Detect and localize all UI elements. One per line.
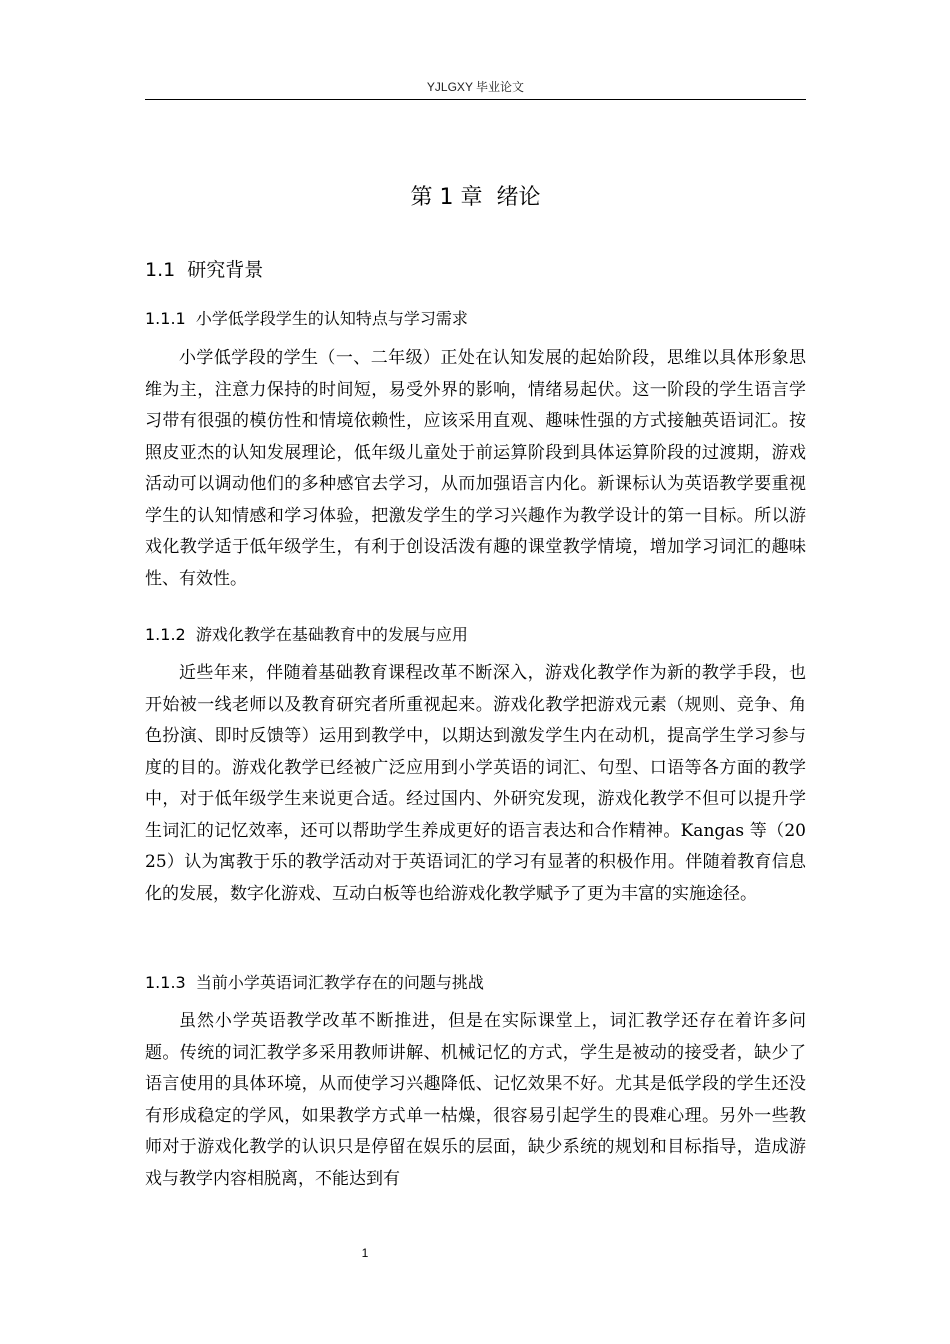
section-heading: 1.1 研究背景	[145, 259, 264, 281]
subsection-heading-1: 1.1.1 小学低学段学生的认知特点与学习需求	[145, 309, 468, 328]
chapter-title: 第 1 章 绪论	[410, 185, 541, 210]
subsection-heading-3: 1.1.3 当前小学英语词汇教学存在的问题与挑战	[145, 973, 484, 992]
subsection-heading-2: 1.1.2 游戏化教学在基础教育中的发展与应用	[145, 625, 468, 644]
paragraph-1: 小学低学段的学生（一、二年级）正处在认知发展的起始阶段，思维以具体形象思维为主，注意力保持的时间短，易受外界的影响，情绪易起伏。这一阶段的学生语言学习带有很强的模仿性和情境依赖性，应该采用直观、趣味性强的方式接触英语词汇。按照皮亚杰的认知发展理论，低年级儿童处于前运算阶段到具体运算阶段的过渡期，游戏活动可以调动他们的多种感官去学习，从而加强语言内化。新课标认为英语教学要重视学生的认知情感和学习体验，把激发学生的学习兴趣作为教学设计的第一目标。所以游戏化教学适于低年级学生，有利于创设活泼有趣的课堂教学情境，增加学习词汇的趣味性、有效性。	[145, 348, 806, 589]
paragraph-2: 近些年来，伴随着基础教育课程改革不断深入，游戏化教学作为新的教学手段，也开始被一线老师以及教育研究者所重视起来。游戏化教学把游戏元素（规则、竞争、角色扮演、即时反馈等）运用到教学中，以期达到激发学生内在动机，提高学生学习参与度的目的。游戏化教学已经被广泛应用到小学英语的词汇、句型、口语等各方面的教学中，对于低年级学生来说更合适。经过国内、外研究发现，游戏化教学不但可以提升学生词汇的记忆效率，还可以帮助学生养成更好的语言表达和合作精神。Kangas 等（2025）认为寓教于乐的教学活动对于英语词汇的学习有显著的积极作用。伴随着教育信息化的发展，数字化游戏、互动白板等也给游戏化教学赋予了更为丰富的实施途径。	[145, 663, 806, 904]
header-divider	[145, 99, 806, 100]
page-number: 1	[361, 1246, 369, 1260]
paragraph-3: 虽然小学英语教学改革不断推进，但是在实际课堂上，词汇教学还存在着许多问题。传统的词汇教学多采用教师讲解、机械记忆的方式，学生是被动的接受者，缺少了语言使用的具体环境，从而使学习兴趣降低、记忆效果不好。尤其是低学段的学生还没有形成稳定的学风，如果教学方式单一枯燥，很容易引起学生的畏难心理。另外一些教师对于游戏化教学的认识只是停留在娱乐的层面，缺少系统的规划和目标指导，造成游戏与教学内容相脱离，不能达到有	[145, 1011, 806, 1189]
running-header: YJLGXY 毕业论文	[426, 80, 525, 94]
